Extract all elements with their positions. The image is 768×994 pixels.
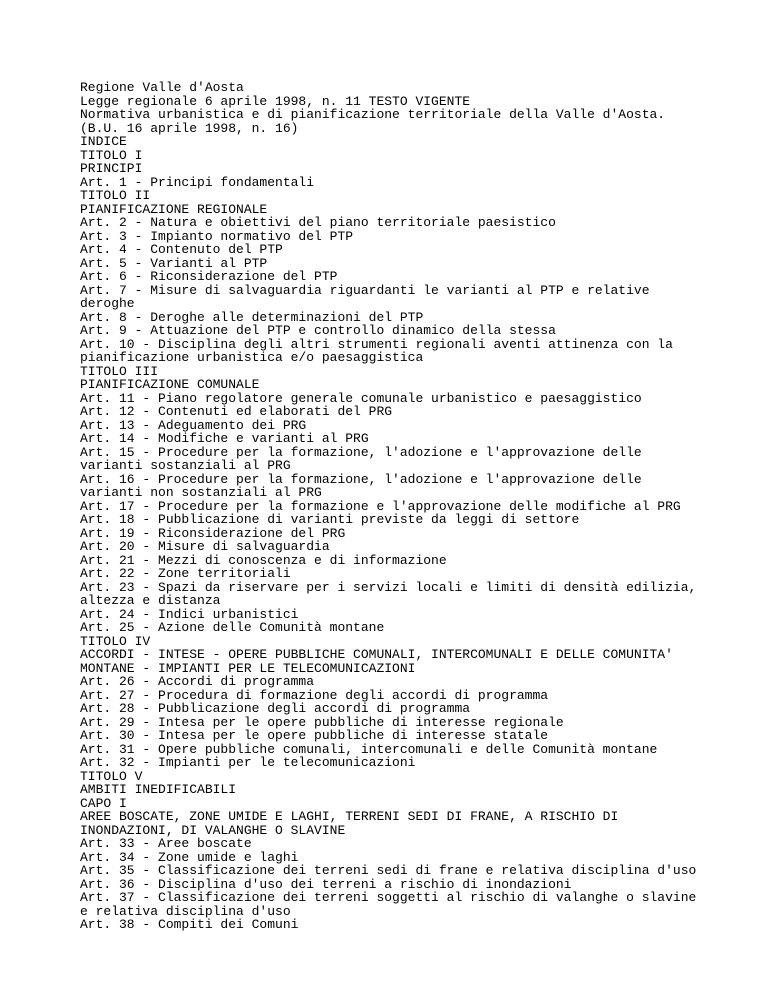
document-line: Art. 35 - Classificazione dei terreni sedi di frane e relativa disciplina d'uso — [80, 863, 697, 878]
document-line: Art. 32 - Impianti per le telecomunicazioni — [80, 755, 416, 770]
document-line: Art. 6 - Riconsiderazione del PTP — [80, 269, 338, 284]
document-line: varianti sostanziali al PRG — [80, 458, 291, 473]
document-line: Art. 1 - Principi fondamentali — [80, 174, 315, 190]
document-line: Art. 17 - Procedure per la formazione e l'approvazione delle modifiche al PRG — [80, 498, 681, 514]
document-line: Art. 31 - Opere pubbliche comunali, intercomunali e delle Comunità montane — [80, 741, 658, 757]
document-line: Art. 30 - Intesa per le opere pubbliche di interesse statale — [80, 728, 549, 743]
document-line: Art. 28 - Pubblicazione degli accordi di programma — [80, 701, 471, 716]
document-line: altezza e distanza — [80, 593, 221, 608]
document-line: Art. 22 - Zone territoriali — [80, 566, 291, 581]
document-line: pianificazione urbanistica e/o paesaggistica — [80, 350, 424, 365]
document-line: Art. 14 - Modifiche e varianti al PRG — [80, 431, 369, 446]
document-line: Art. 4 - Contenuto del PTP — [80, 242, 283, 257]
document-line: Art. 36 - Disciplina d'uso dei terreni a rischio di inondazioni — [80, 876, 572, 892]
document-line: Art. 5 - Varianti al PTP — [80, 255, 268, 271]
document-line: PIANIFICAZIONE REGIONALE — [80, 201, 268, 217]
document-line: AMBITI INEDIFICABILI — [80, 782, 237, 797]
document-line: Art. 24 - Indici urbanistici — [80, 606, 299, 622]
document-line: Art. 25 - Azione delle Comunità montane — [80, 620, 385, 635]
document-line: INONDAZIONI, DI VALANGHE O SLAVINE — [80, 822, 346, 838]
document-line: Art. 9 - Attuazione del PTP e controllo dinamico della stessa — [80, 323, 556, 338]
document-line: e relativa disciplina d'uso — [80, 903, 291, 919]
document-line: Art. 33 - Aree boscate — [80, 836, 252, 851]
document-line: Normativa urbanistica e di pianificazione territoriale della Valle d'Aosta. — [80, 107, 666, 122]
document-line: PIANIFICAZIONE COMUNALE — [80, 377, 260, 392]
document-body — [80, 81, 760, 932]
document-line: TITOLO V — [80, 768, 143, 784]
document-line: Art. 23 - Spazi da riservare per i servizi locali e limiti di densità edilizia, — [80, 579, 697, 595]
document-line: Art. 13 - Adeguamento dei PRG — [80, 417, 307, 433]
document-line: Art. 12 - Contenuti ed elaborati del PRG — [80, 404, 393, 419]
document-line: TITOLO I — [80, 147, 143, 163]
document-line: Art. 21 - Mezzi di conoscenza e di informazione — [80, 552, 447, 568]
document-line: Art. 3 - Impianto normativo del PTP — [80, 228, 354, 244]
document-line: Art. 27 - Procedura di formazione degli accordi di programma — [80, 687, 549, 703]
document-line: TITOLO III — [80, 363, 159, 379]
document-line: TITOLO IV — [80, 633, 151, 649]
document-line: ACCORDI - INTESE - OPERE PUBBLICHE COMUNALI, INTERCOMUNALI E DELLE COMUNITA' — [80, 647, 673, 662]
document-line: Regione Valle d'Aosta — [80, 80, 244, 95]
document-line: Art. 10 - Disciplina degli altri strumenti regionali aventi attinenza con la — [80, 336, 673, 352]
document-line: Art. 19 - Riconsiderazione del PRG — [80, 525, 346, 541]
document-line: Art. 18 - Pubblicazione di varianti previste da leggi di settore — [80, 512, 580, 527]
document-line: CAPO I — [80, 795, 127, 811]
document-line: Art. 15 - Procedure per la formazione, l'adozione e l'approvazione delle — [80, 444, 642, 460]
document-line: Art. 7 - Misure di salvaguardia riguardanti le varianti al PTP e relative — [80, 282, 650, 298]
document-line: Art. 8 - Deroghe alle determinazioni del PTP — [80, 309, 424, 325]
document-line: Art. 34 - Zone umide e laghi — [80, 849, 299, 865]
document-line: INDICE — [80, 134, 127, 149]
document-line: deroghe — [80, 296, 135, 311]
document-line: Art. 29 - Intesa per le opere pubbliche di interesse regionale — [80, 714, 564, 730]
document-line: Art. 20 - Misure di salvaguardia — [80, 539, 330, 554]
document-line: varianti non sostanziali al PRG — [80, 485, 322, 500]
document-line: Legge regionale 6 aprile 1998, n. 11 TESTO VIGENTE — [80, 93, 471, 109]
document-line: Art. 2 - Natura e obiettivi del piano territoriale paesistico — [80, 215, 556, 230]
document-line: AREE BOSCATE, ZONE UMIDE E LAGHI, TERRENI SEDI DI FRANE, A RISCHIO DI — [80, 809, 619, 824]
document-line: Art. 16 - Procedure per la formazione, l'adozione e l'approvazione delle — [80, 471, 642, 487]
document-line: Art. 11 - Piano regolatore generale comunale urbanistico e paesaggistico — [80, 390, 642, 406]
document-line: PRINCIPI — [80, 161, 143, 176]
document-line: Art. 37 - Classificazione dei terreni soggetti al rischio di valanghe o slavine — [80, 890, 697, 905]
document-line: MONTANE - IMPIANTI PER LE TELECOMUNICAZIONI — [80, 660, 416, 676]
document-line: (B.U. 16 aprile 1998, n. 16) — [80, 120, 299, 136]
document-line: Art. 26 - Accordi di programma — [80, 674, 315, 689]
document-line: TITOLO II — [80, 188, 151, 203]
document-line: Art. 38 - Compiti dei Comuni — [80, 917, 299, 932]
